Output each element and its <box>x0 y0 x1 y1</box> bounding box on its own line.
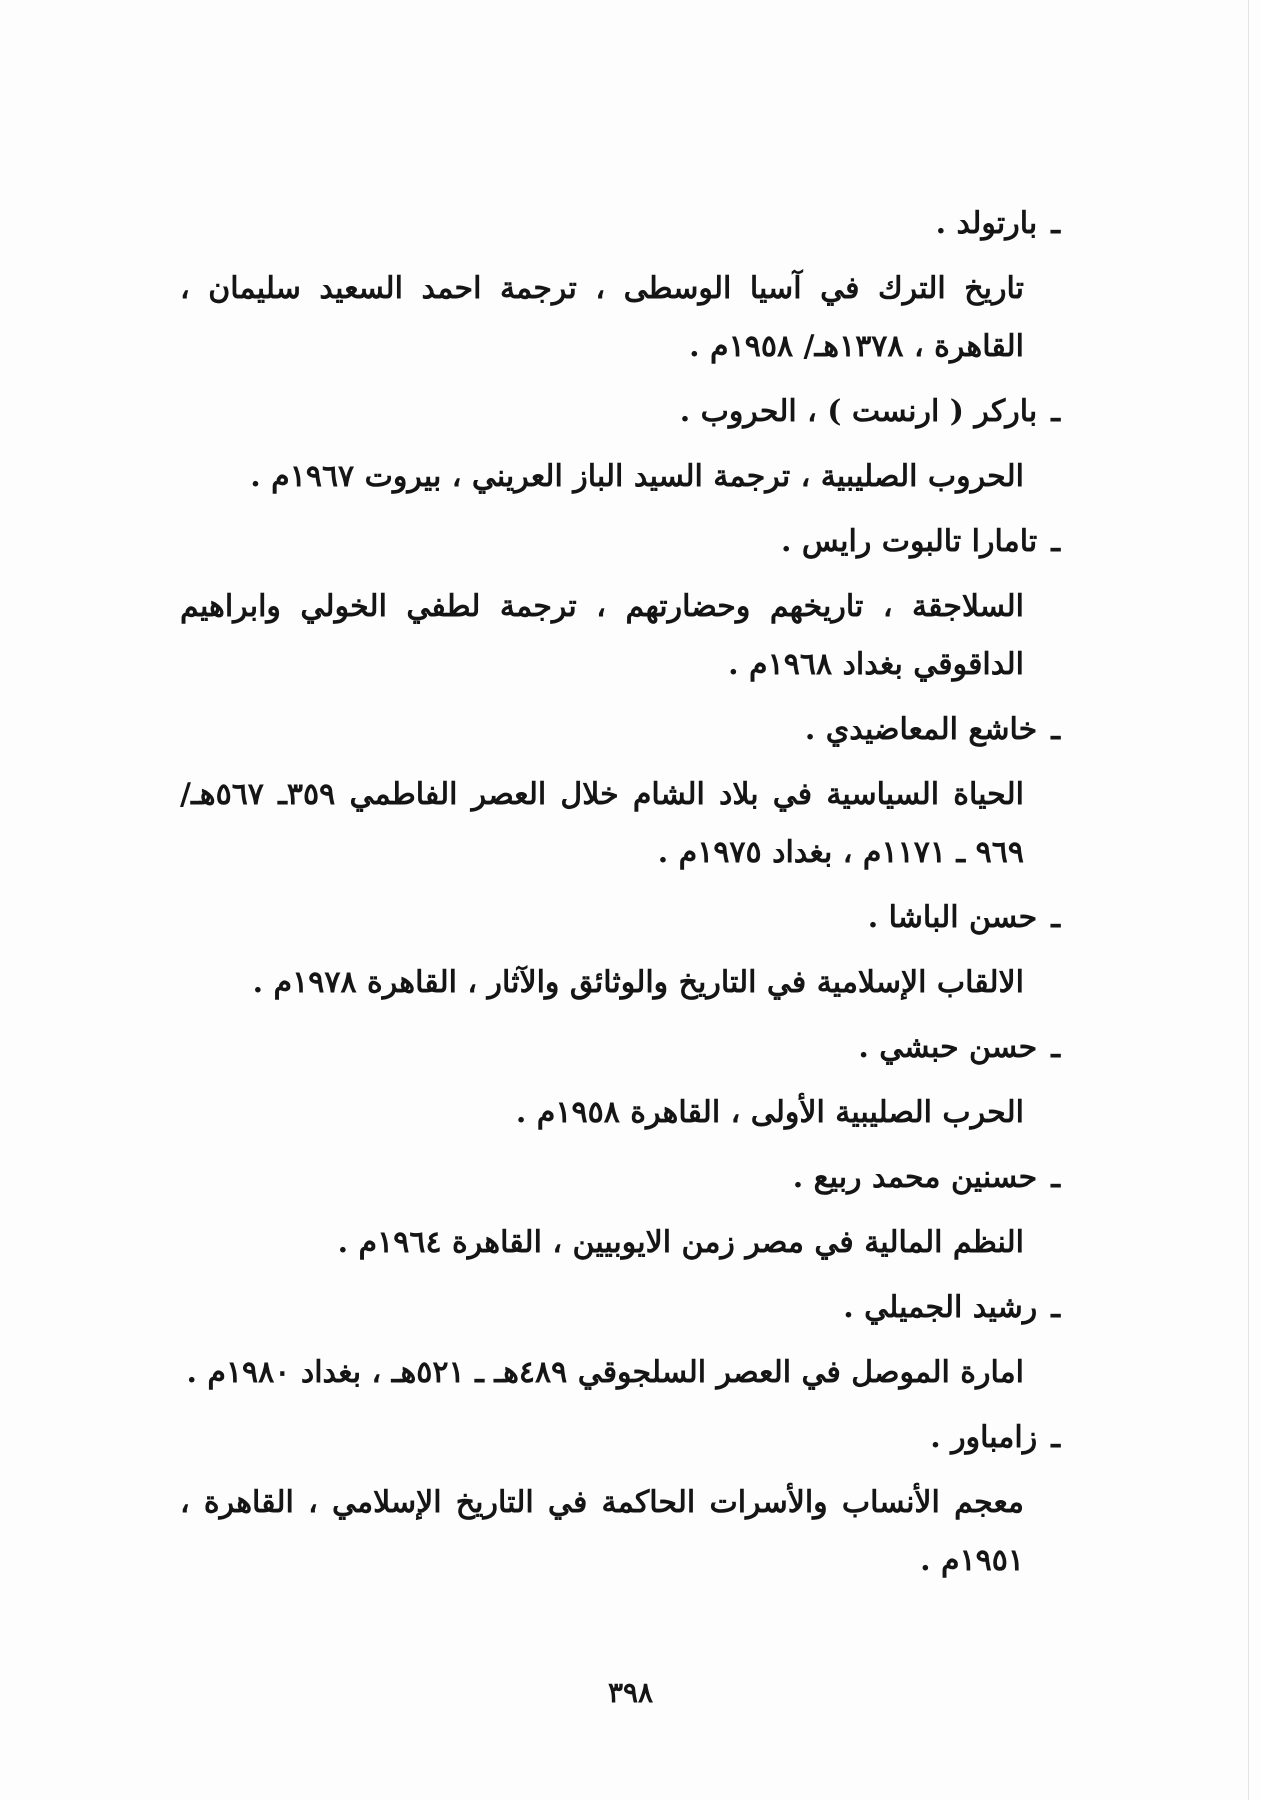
author-name: تامارا تالبوت رايس . <box>781 524 1038 559</box>
entry-title: الحياة السياسية في بلاد الشام خلال العصر الفاطمي ٣٥٩ـ ٥٦٧هـ/ ٩٦٩ ـ ١١٧١م ، بغداد ١٩٧٥م . <box>180 777 1025 870</box>
entry-title: السلاجقة ، تاريخهم وحضارتهم ، ترجمة لطفي الخولي وابراهيم الداقوقي بغداد ١٩٦٨م . <box>180 589 1024 682</box>
entry-author <box>180 196 1060 252</box>
bibliography-entry <box>180 1410 1060 1590</box>
entry-title: الالقاب الإسلامية في التاريخ والوثائق والآثار ، القاهرة ١٩٧٨م . <box>252 965 1024 1000</box>
bibliography-entry <box>180 514 1060 694</box>
entry-title: الحروب الصليبية ، ترجمة السيد الباز العريني ، بيروت ١٩٦٧م . <box>250 459 1024 494</box>
author-name: رشيد الجميلي . <box>843 1290 1038 1325</box>
entry-title: تاريخ الترك في آسيا الوسطى ، ترجمة احمد السعيد سليمان ، القاهرة ، ١٣٧٨هـ/ ١٩٥٨م . <box>180 271 1024 364</box>
entry-dash: ـ <box>1051 394 1060 429</box>
entry-author <box>180 1020 1060 1076</box>
bibliography-entry <box>180 702 1060 882</box>
bibliography-entry <box>180 890 1060 1012</box>
bibliography-entry <box>180 384 1060 506</box>
entry-author <box>180 702 1060 758</box>
entry-title: الحرب الصليبية الأولى ، القاهرة ١٩٥٨م . <box>515 1095 1024 1130</box>
scan-edge-line <box>1248 0 1249 1800</box>
entry-dash: ـ <box>1051 206 1060 241</box>
author-name: حسن حبشي . <box>858 1030 1038 1065</box>
entry-dash: ـ <box>1051 1420 1060 1455</box>
entry-title: امارة الموصل في العصر السلجوقي ٤٨٩هـ ـ ٥٢١هـ ، بغداد ١٩٨٠م . <box>186 1355 1024 1390</box>
entry-dash: ـ <box>1051 1290 1060 1325</box>
entry-author <box>180 1280 1060 1336</box>
entry-author <box>180 1410 1060 1466</box>
author-name: زامباور . <box>930 1420 1038 1455</box>
bibliography-entry <box>180 196 1060 376</box>
entry-title: معجم الأنساب والأسرات الحاكمة في التاريخ الإسلامي ، القاهرة ، ١٩٥١م . <box>180 1485 1024 1578</box>
bibliography-entry <box>180 1020 1060 1142</box>
bibliography-entry <box>180 1280 1060 1402</box>
author-name: حسنين محمد ربيع . <box>792 1160 1038 1195</box>
author-name: بارتولد . <box>935 206 1038 241</box>
author-name: خاشع المعاضيدي . <box>804 712 1038 747</box>
entry-author <box>180 514 1060 570</box>
entry-author <box>180 384 1060 440</box>
entry-dash: ـ <box>1051 1160 1060 1195</box>
entry-author <box>180 1150 1060 1206</box>
entry-title: النظم المالية في مصر زمن الايوبيين ، القاهرة ١٩٦٤م . <box>337 1225 1024 1260</box>
entry-dash: ـ <box>1051 524 1060 559</box>
author-name: حسن الباشا . <box>867 900 1038 935</box>
author-name: باركر ( ارنست ) ، الحروب . <box>679 394 1038 429</box>
page-number: ٣٩٨ <box>607 1676 654 1709</box>
bibliography-list <box>180 196 1060 1598</box>
bibliography-entry <box>180 1150 1060 1272</box>
entry-dash: ـ <box>1051 900 1060 935</box>
entry-author <box>180 890 1060 946</box>
entry-dash: ـ <box>1051 712 1060 747</box>
entry-dash: ـ <box>1051 1030 1060 1065</box>
